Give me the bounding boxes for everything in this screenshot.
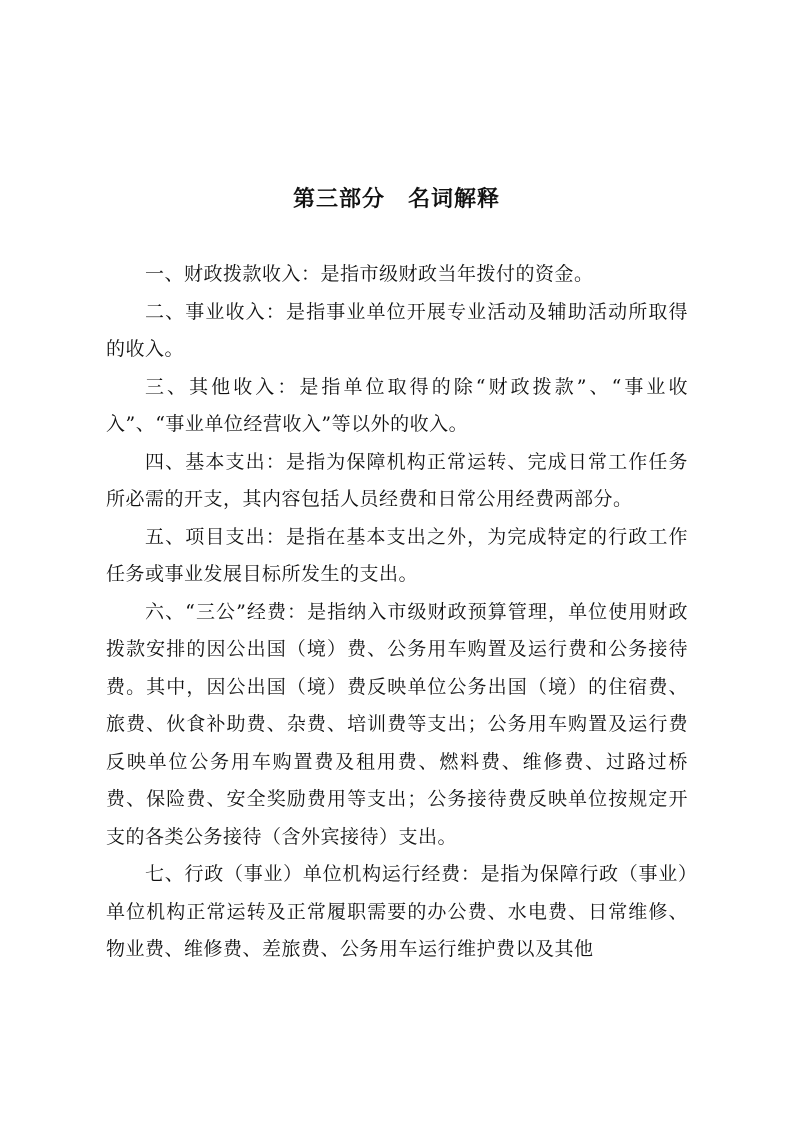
paragraph-other-income: 三、其他收入：是指单位取得的除“财政拨款”、“事业收入”、“事业单位经营收入”等以外的收入。 — [106, 375, 688, 435]
paragraph-business-income: 二、事业收入：是指事业单位开展专业活动及辅助活动所取得的收入。 — [106, 300, 688, 360]
paragraph-fiscal-appropriation-income: 一、财政拨款收入：是指市级财政当年拨付的资金。 — [145, 263, 594, 285]
paragraph-operating-expenses: 七、行政（事业）单位机构运行经费：是指为保障行政（事业）单位机构正常运转及正常履职需要的办公费、水电费、日常维修、物业费、维修费、差旅费、公务用车运行维护费以及其他 — [106, 863, 688, 960]
section-title: 第三部分 名词解释 — [292, 187, 500, 212]
paragraph-three-public-expenses: 六、“三公”经费：是指纳入市级财政预算管理，单位使用财政拨款安排的因公出国（境）费、公务用车购置及运行费和公务接待费。其中，因公出国（境）费反映单位公务出国（境）的住宿费、旅费、伙食补助费、杂费、培训费等支出；公务用车购置及运行费反映单位公务用车购置费及租用费、燃料费、维修费、过路过桥费、保险费、安全奖励费用等支出；公务接待费反映单位按规定开支的各类公务接待（含外宾接待）支出。 — [106, 600, 688, 848]
paragraph-basic-expenditure: 四、基本支出：是指为保障机构正常运转、完成日常工作任务所必需的开支，其内容包括人员经费和日常公用经费两部分。 — [106, 450, 688, 510]
document-body — [106, 256, 688, 969]
paragraph-project-expenditure: 五、项目支出：是指在基本支出之外，为完成特定的行政工作任务或事业发展目标所发生的支出。 — [106, 525, 688, 585]
